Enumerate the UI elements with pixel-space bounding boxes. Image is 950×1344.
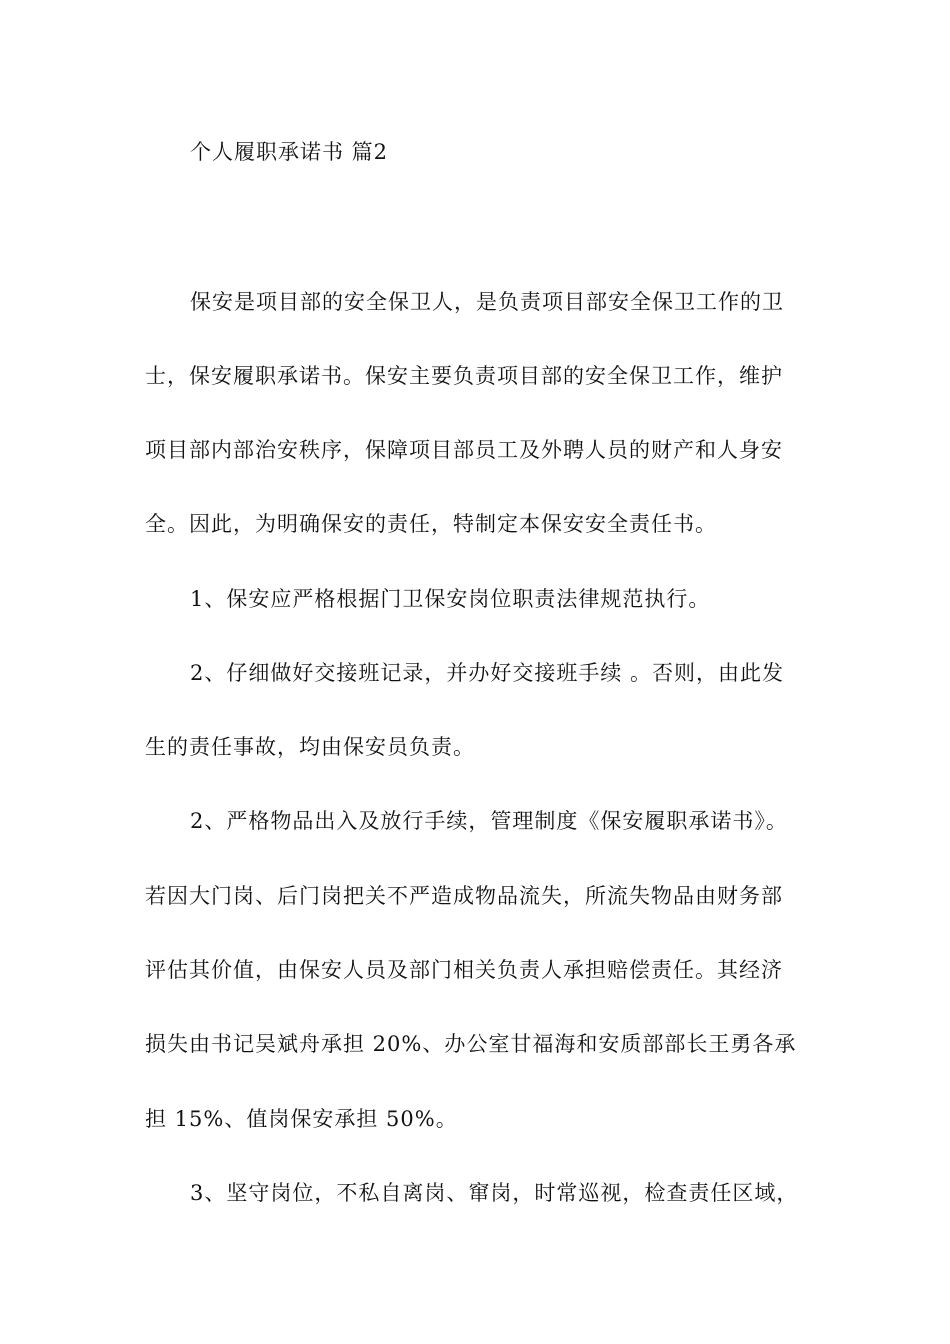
paragraph-line: 保安是项目部的安全保卫人，是负责项目部安全保卫工作的卫 [190, 290, 784, 314]
paragraph-line: 评估其价值，由保安人员及部门相关负责人承担赔偿责任。其经济 [145, 958, 783, 982]
paragraph-line: 1、保安应严格根据门卫保安岗位职责法律规范执行。 [190, 587, 711, 611]
paragraph-line: 2、仔细做好交接班记录，并办好交接班手续 。否则，由此发 [190, 661, 785, 685]
document-title: 个人履职承诺书 篇2 [190, 140, 389, 164]
paragraph-line: 生的责任事故，均由保安员负责。 [145, 735, 475, 759]
paragraph-line: 士，保安履职承诺书。保安主要负责项目部的安全保卫工作，维护 [145, 364, 783, 388]
paragraph-line: 全。因此，为明确保安的责任，特制定本保安安全责任书。 [145, 512, 717, 536]
paragraph-line: 3、坚守岗位，不私自离岗、窜岗，时常巡视，检查责任区域， [190, 1181, 799, 1205]
paragraph-line: 若因大门岗、后门岗把关不严造成物品流失，所流失物品由财务部 [145, 884, 783, 908]
paragraph-line: 项目部内部治安秩序，保障项目部员工及外聘人员的财产和人身安 [145, 438, 783, 462]
paragraph-line: 损失由书记吴斌舟承担 20%、办公室甘福海和安质部部长王勇各承 [145, 1032, 797, 1056]
paragraph-line: 2、严格物品出入及放行手续，管理制度《保安履职承诺书》。 [190, 809, 788, 833]
paragraph-line: 担 15%、值岗保安承担 50%。 [145, 1107, 458, 1131]
